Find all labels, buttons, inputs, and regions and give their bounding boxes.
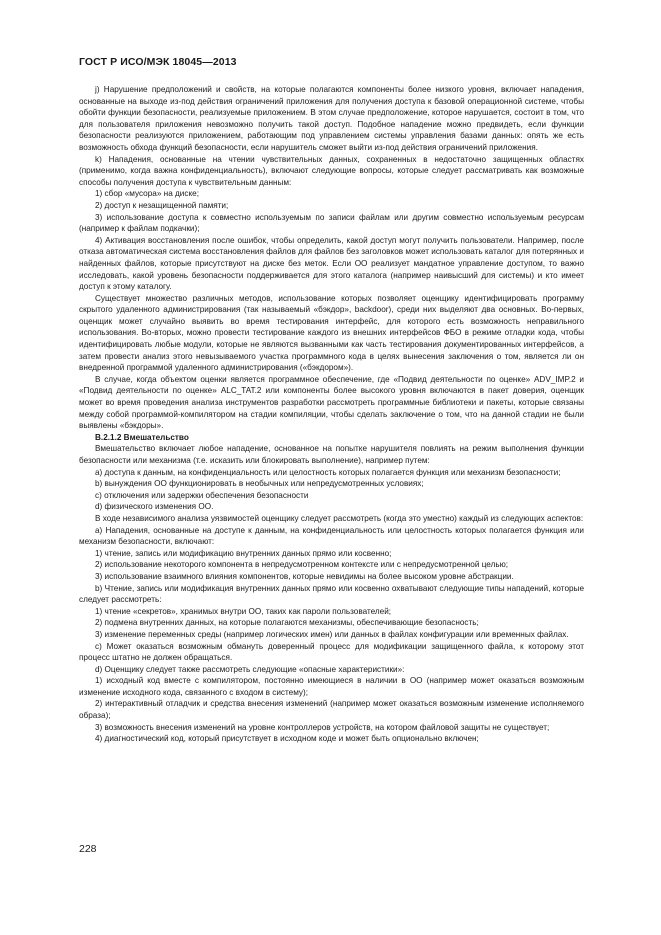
paragraph: Вмешательство включает любое нападение, основанное на попытке нарушителя повлиять на режим выполнения функции безопасности или механизма (т.е. исказить или блокировать выполнение), например путем: xyxy=(79,444,584,465)
list-item: 3) использование взаимного влияния компонентов, которые невидимы на более высоком уровне абстракции. xyxy=(95,571,514,581)
list-item: 2) интерактивный отладчик и средства внесения изменений (например может оказаться возможным изменение исполняемого образа); xyxy=(79,699,584,721)
list-item: 1) сбор «мусора» на диске; xyxy=(95,189,199,199)
paragraph: k) Нападения, основанные на чтении чувствительных данных, сохраненных в недостаточно защищенных областях (применимо, когда важна конфиденциальность), включают следующие вопросы, которые следует рассматривать как возможные способы получения доступа к чувствительным данным: xyxy=(79,154,584,187)
paragraph: Существует множество различных методов, использование которых позволяет оценщику идентифицировать программу скрытого удаленного администрирования (так называемый «бэкдор», backdoor), среди них выделяют два основных. Во-первых, оценщик может случайно выявить во время тестирования интерфейс, для которого есть возможность неправильного использования. Во-вторых, можно провести тестирование каждого из внешних интерфейсов ФБО в режиме отладки кода, чтобы идентифицировать любые модули, которые не являются вызванными как часть тестирования документированных интерфейсов, а затем провести анализ этого невызываемого участка программного кода в целях вынесения заключения о том, является ли он внедренной программой удаленного администрирования («бэкдором»). xyxy=(79,293,584,373)
list-item: 3) изменение переменных среды (например логических имен) или данных в файлах конфигурации или временных файлах. xyxy=(95,629,569,639)
list-item: 4) диагностический код, который присутствует в исходном коде и может быть опционально включен; xyxy=(95,734,479,744)
section-heading: В.2.1.2 Вмешательство xyxy=(95,432,189,442)
paragraph: В случае, когда объектом оценки является программное обеспечение, где «Подвид деятельности по оценке» ADV_IMP.2 и «Подвид деятельности по оценке» ALC_TAT.2 или компоненты более высокого уровня включаются в пакет доверия, оценщик может во время проведения анализа инструментов разработки рассмотреть программные библиотеки и пакеты, которые связаны между собой программой-компилятором на стадии компиляции, чтобы сделать заключение о том, что на данной стадии не были выявлены «бэкдоры». xyxy=(79,374,584,431)
list-item: c) Может оказаться возможным обмануть доверенный процесс для модификации защищенного файла, к которому этот процесс штатно не должен обращаться. xyxy=(79,641,584,663)
paragraph: j) Нарушение предположений и свойств, на которые полагаются компоненты более низкого уровня, включает нападения, основанные на выходе из-под действия ограничений приложения для получения доступа к базовой операционной системе, чтобы обойти функции безопасности, реализуемые приложением. В этом случае предположение, которое нарушается, состоит в том, что для пользователя приложения невозможно получить такой доступ. Подобное нападение можно предвидеть, если функции безопасности реализуются приложением, работающим под управлением системы управления базами данных: опять же есть возможность обхода функций безопасности, если нарушитель сможет выйти из-под действия ограничений приложения. xyxy=(79,85,584,152)
list-item: 2) использование некоторого компонента в непредусмотренном контексте или с непредусмотренной целью; xyxy=(95,560,509,570)
list-item: a) Нападения, основанные на доступе к данным, на конфиденциальность или целостность которых полагается функция или механизм безопасности, включают: xyxy=(79,525,584,547)
page-number: 228 xyxy=(79,843,97,855)
list-item: 1) чтение, запись или модификацию внутренних данных прямо или косвенно; xyxy=(95,548,392,558)
list-item: 3) возможность внесения изменений на уровне контроллеров устройств, на котором файловой защиты не существует; xyxy=(95,722,550,732)
list-item: b) вынуждения ОО функционировать в необычных или непредусмотренных условиях; xyxy=(95,479,424,489)
list-item: 3) использование доступа к совместно используемым по записи файлам или другим совместно используемым ресурсам (например к файлам подкачки); xyxy=(79,212,584,234)
list-item: 1) чтение «секретов», хранимых внутри ОО, таких как пароли пользователей; xyxy=(95,606,392,616)
document-body xyxy=(79,84,584,745)
list-item: 2) подмена внутренних данных, на которые полагаются механизмы, обеспечивающие безопасность; xyxy=(95,618,479,628)
list-item: b) Чтение, запись или модификация внутренних данных прямо или косвенно охватывают следующие типы нападений, которые следует рассмотреть: xyxy=(79,583,584,605)
paragraph: В ходе независимого анализа уязвимостей оценщику следует рассмотреть (когда это уместно) каждый из следующих аспектов: xyxy=(95,513,584,523)
list-item: d) физического изменения ОО. xyxy=(95,502,214,512)
list-item: 4) Активация восстановления после ошибок, чтобы определить, какой доступ могут получить пользователи. Например, после отказа автоматическая система восстановления файлов для файлов без заголовков может использовать каталог для потерянных и найденных файлов, которые присутствуют на диске без меток. Если ОО реализует мандатное управление доступом, то важно исследовать, какой уровень безопасности поддерживается для этого каталога (например наивысший для системы) и кто имеет доступ к этому каталогу. xyxy=(79,235,584,292)
list-item: a) доступа к данным, на конфиденциальность или целостность которых полагается функция или механизм безопасности; xyxy=(95,467,561,477)
list-item: d) Оценщику следует также рассмотреть следующие «опасные характеристики»: xyxy=(95,664,405,674)
list-item: 2) доступ к незащищенной памяти; xyxy=(95,200,229,210)
list-item: 1) исходный код вместе с компилятором, постоянно имеющиеся в наличии в ОО (например может оказаться возможным изменение исходного кода, связанного с входом в систему); xyxy=(79,676,584,697)
list-item: c) отключения или задержки обеспечения безопасности xyxy=(95,490,309,500)
document-header: ГОСТ Р ИСО/МЭК 18045—2013 xyxy=(79,56,237,68)
